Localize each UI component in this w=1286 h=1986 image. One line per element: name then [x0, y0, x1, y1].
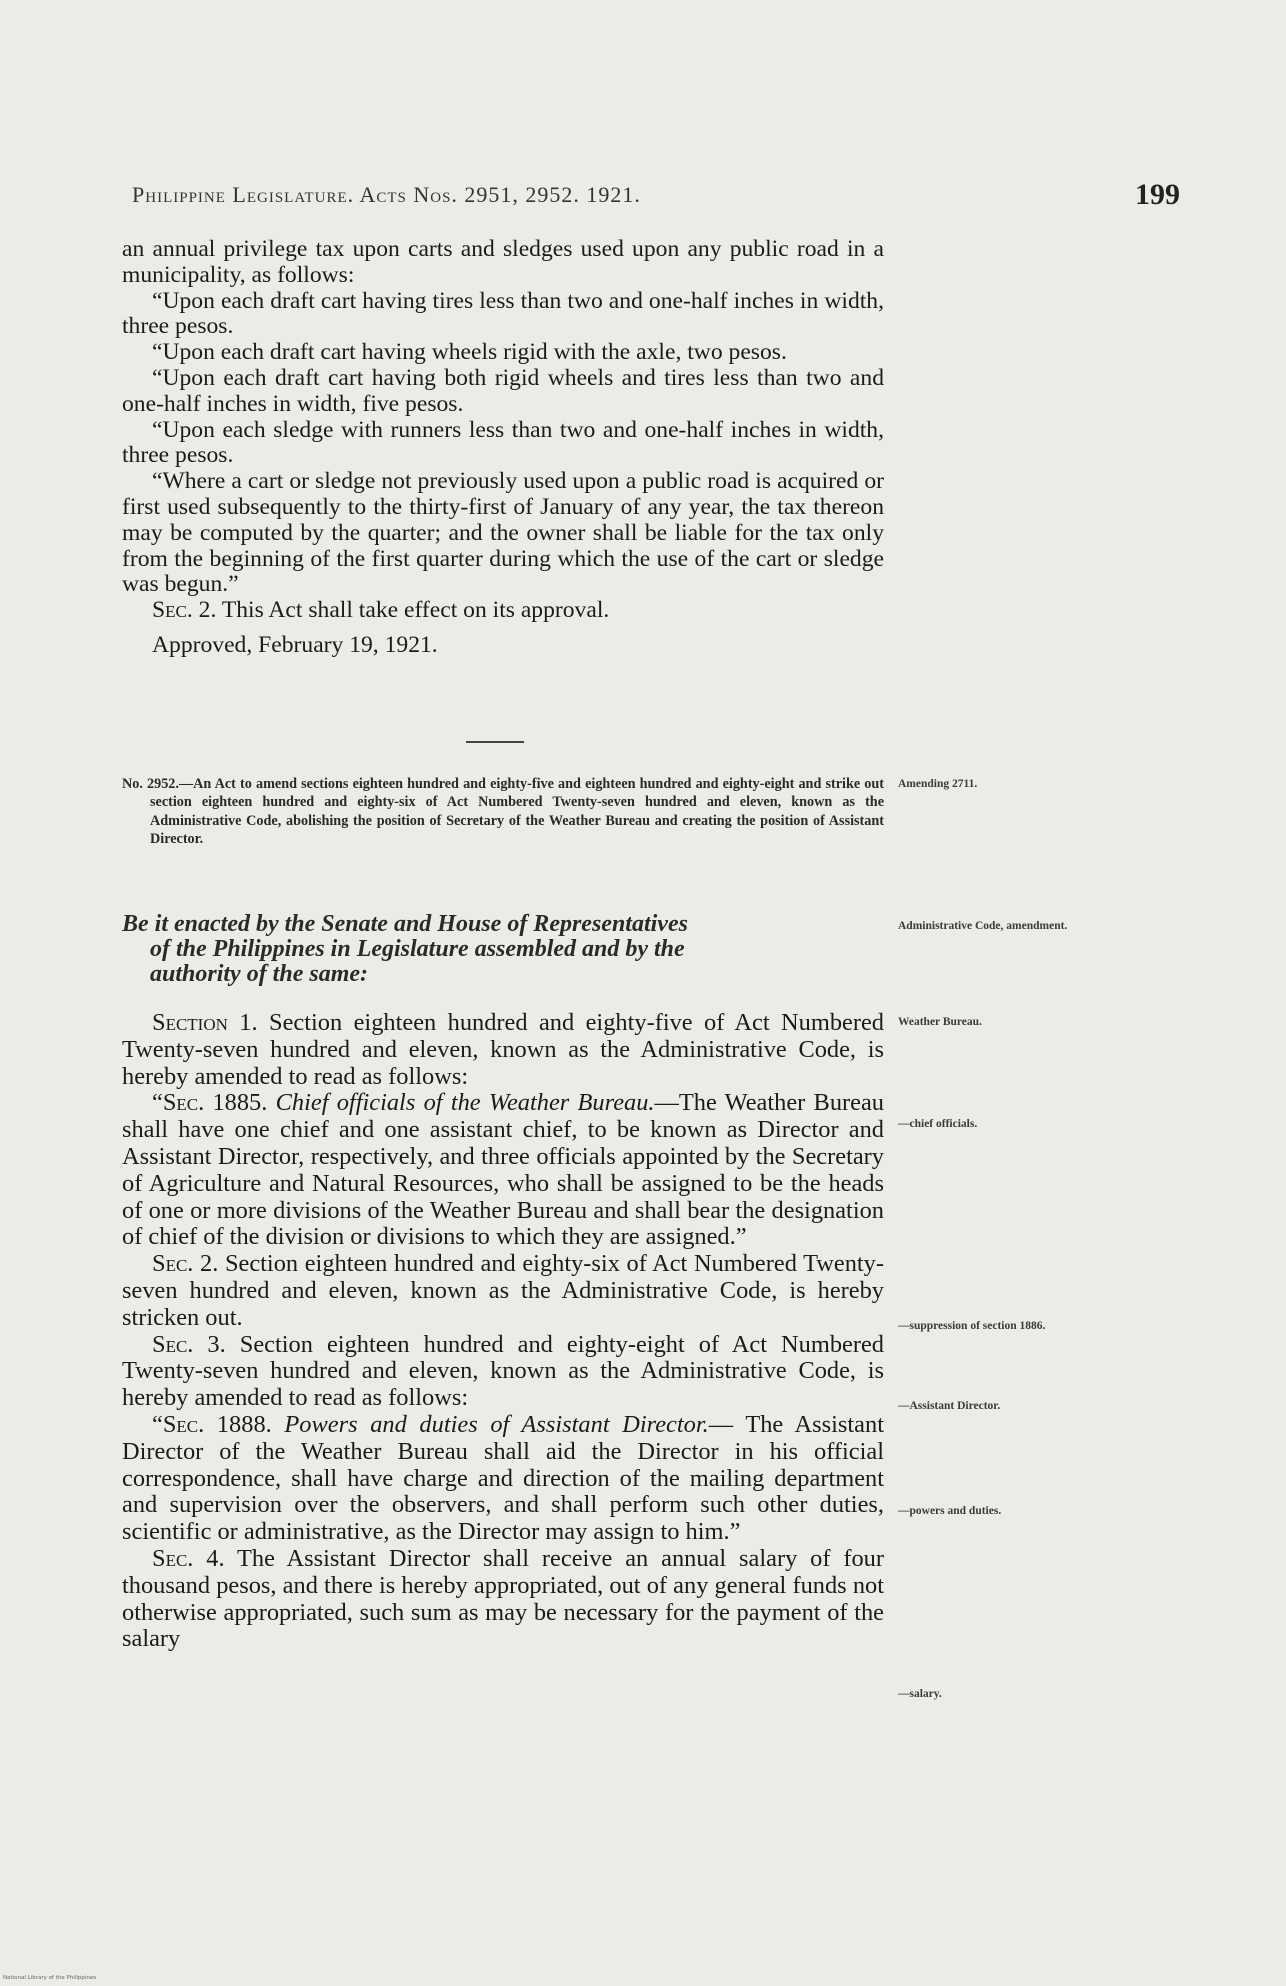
margin-note-weather-bureau: Weather Bureau.	[898, 1016, 982, 1028]
paragraph: “Upon each draft cart having wheels rigid with the axle, two pesos.	[152, 339, 787, 366]
section-label: Sec. 4.	[152, 1544, 225, 1572]
act-number: No. 2952.	[122, 776, 179, 792]
margin-note-chief-officials: —chief officials.	[898, 1118, 978, 1130]
page-number: 199	[1135, 178, 1180, 211]
margin-note-suppression: —suppression of section 1886.	[898, 1320, 1046, 1332]
section-text: Section eighteen hundred and eighty-eight of Act Numbered Twenty-seven hundred and eleven, known as the Administrative Code, is hereby amended to read as follows:	[122, 1330, 884, 1412]
margin-note-admin-code: Administrative Code, amendment.	[898, 920, 1068, 932]
margin-note-amending: Amending 2711.	[898, 778, 978, 790]
section-heading: Powers and duties of Assistant Director.	[284, 1410, 709, 1438]
act-title: —An Act to amend sections eighteen hundred and eighty-five and eighteen hundred and eighty-eight and strike out section eighteen hundred and eighty-six of Act Numbered Twenty-seven hundred and eleven, known as the Administrative Code, abolishing the position of Secretary of the Weather Bureau and creating the position of Assistant Director.	[150, 776, 884, 848]
section-heading: Chief officials of the Weather Bureau.	[275, 1089, 655, 1117]
enacting-line: Be it enacted by the Senate and House of Representatives	[122, 911, 688, 937]
paragraph: “Where a cart or sledge not previously used upon a public road is acquired or first used subsequently to the thirty-first of January of any year, the tax thereon may be computed by the quarter; and the owner shall be liable for the tax only from the beginning of the first quarter during which the use of the cart or sledge was begun.”	[122, 468, 884, 598]
margin-note-powers-duties: —powers and duties.	[898, 1505, 1002, 1517]
section-label: Sec. 3.	[152, 1330, 226, 1358]
footer-credit: National Library of the Philippines	[3, 1975, 97, 1981]
act-2952-title	[122, 775, 884, 849]
section-label: “Sec. 1888.	[152, 1410, 272, 1438]
section-text: — The Assistant Director of the Weather Bureau shall aid the Director in his official correspondence, shall have charge and direction of the mailing department and supervision over the observers, and shall perform such other duties, scientific or administrative, as the Director may assign to him.”	[122, 1410, 884, 1546]
paragraph: “Upon each draft cart having tires less than two and one-half inches in width, three pesos.	[122, 287, 884, 340]
section-2-paragraph	[122, 598, 884, 624]
section-4-paragraph	[122, 1546, 884, 1653]
act-2951-continuation	[122, 237, 884, 659]
enacting-line: authority of the same:	[150, 961, 369, 987]
approval-line: Approved, February 19, 1921.	[152, 631, 438, 658]
paragraph: “Upon each sledge with runners less than two and one-half inches in width, three pesos.	[122, 416, 884, 469]
paragraph: “Upon each draft cart having both rigid wheels and tires less than two and one-half inches in width, five pesos.	[122, 364, 884, 417]
section-2-paragraph	[122, 1251, 884, 1331]
running-head: Philippine Legislature. Acts Nos. 2951, 2952. 1921.	[132, 182, 641, 207]
section-3-paragraph	[122, 1332, 884, 1412]
section-1888-paragraph	[122, 1412, 884, 1546]
enacting-line: of the Philippines in Legislature assembled and by the	[150, 936, 685, 962]
section-label: Sec. 2.	[152, 597, 217, 624]
section-text: Section eighteen hundred and eighty-six of Act Numbered Twenty-seven hundred and eleven, known as the Administrative Code, is hereby stricken out.	[122, 1250, 884, 1331]
margin-note-salary: —salary.	[898, 1688, 942, 1700]
section-1885-paragraph	[122, 1090, 884, 1251]
section-label: Sec. 2.	[152, 1250, 219, 1278]
section-label: Section 1.	[152, 1009, 258, 1036]
section-label: “Sec. 1885.	[152, 1089, 268, 1117]
section-text: —The Weather Bureau shall have one chief and one assistant chief, to be known as Director and Assistant Director, respectively, and three officials appointed by the Secretary of Agriculture and Natural Resources, who shall be assigned to be the heads of one or more divisions of the Weather Bureau and shall bear the designation of chief of the division or divisions to which they are assigned.”	[122, 1089, 884, 1251]
act-2952-body	[122, 1010, 884, 1653]
enacting-clause	[122, 912, 884, 987]
section-text: The Assistant Director shall receive an annual salary of four thousand pesos, and there is hereby appropriated, out of any general funds not otherwise appropriated, such sum as may be necessary for the payment of the salary	[122, 1544, 884, 1653]
paragraph: an annual privilege tax upon carts and sledges used upon any public road in a municipality, as follows:	[122, 236, 884, 288]
section-1-paragraph	[122, 1010, 884, 1090]
section-divider	[466, 741, 524, 743]
section-text: This Act shall take effect on its approval.	[221, 597, 610, 624]
margin-note-assistant-director: —Assistant Director.	[898, 1400, 1001, 1412]
section-text: Section eighteen hundred and eighty-five of Act Numbered Twenty-seven hundred and eleven, known as the Administrative Code, is hereby amended to read as follows:	[122, 1009, 884, 1090]
